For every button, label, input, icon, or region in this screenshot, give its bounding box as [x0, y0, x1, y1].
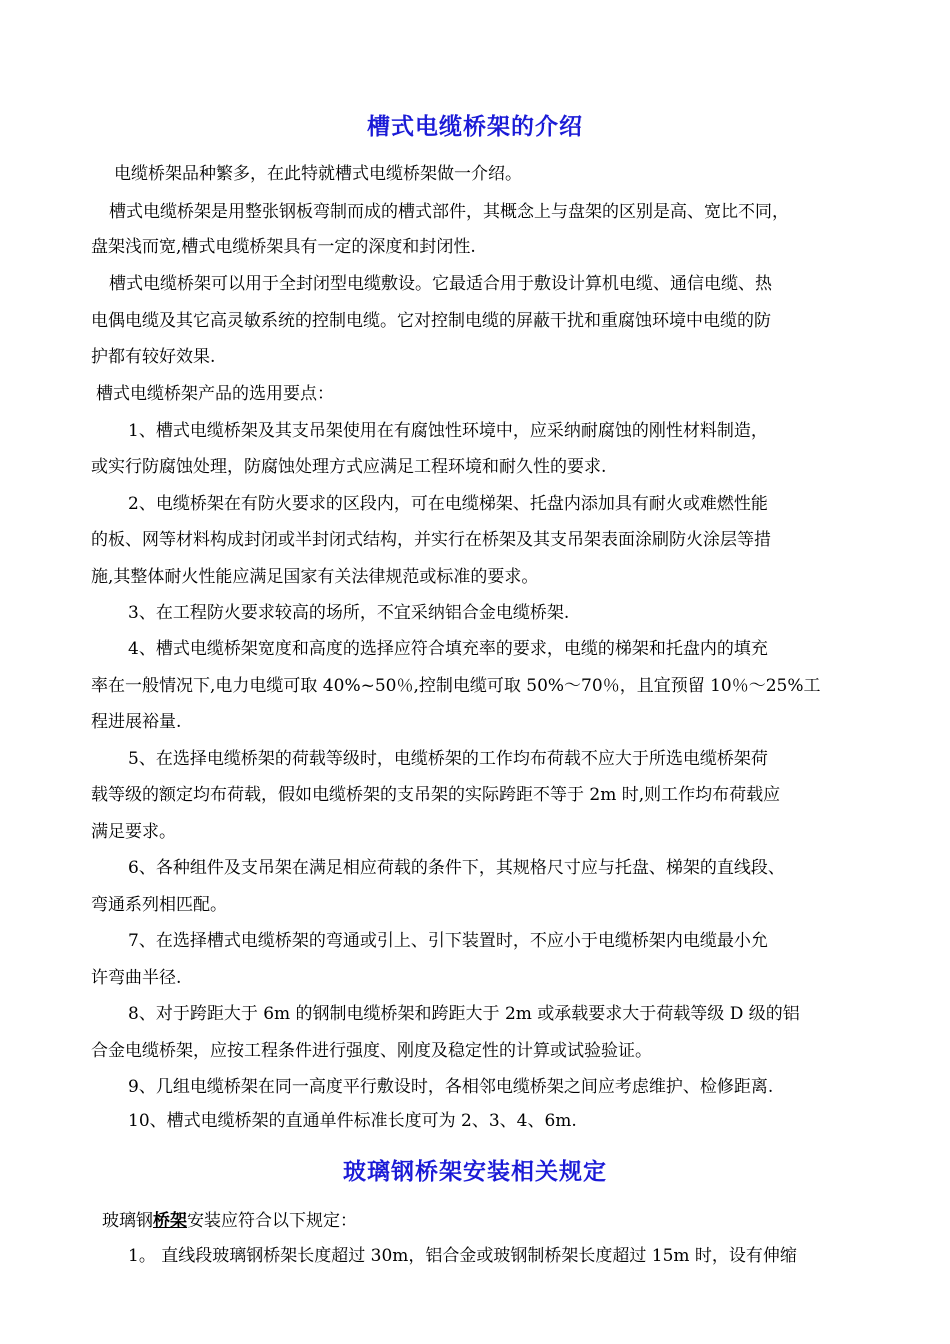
item-8-line-2: 合金电缆桥架，应按工程条件进行强度、刚度及稳定性的计算或试验验证。 — [91, 1041, 652, 1061]
paragraph-1-line-2: 盘架浅而宽,槽式电缆桥架具有一定的深度和封闭性. — [91, 237, 476, 257]
item-1-line-1: 1、槽式电缆桥架及其支吊架使用在有腐蚀性环境中，应采纳耐腐蚀的刚性材料制造， — [128, 421, 768, 441]
item-2-line-1: 2、电缆桥架在有防火要求的区段内，可在电缆梯架、托盘内添加具有耐火或难燃性能 — [128, 494, 768, 514]
item-10-line-1: 10、槽式电缆桥架的直通单件标准长度可为 2、3、4、6m. — [128, 1111, 577, 1131]
item-4-line-1: 4、槽式电缆桥架宽度和高度的选择应符合填充率的要求，电缆的梯架和托盘内的填充 — [128, 639, 768, 659]
item-5-line-2: 载等级的额定均布荷载，假如电缆桥架的支吊架的实际跨距不等于 2m 时,则工作均布荷载应 — [91, 785, 781, 805]
item-2-line-3: 施,其整体耐火性能应满足国家有关法律规范或标准的要求。 — [91, 567, 539, 587]
item-5-line-3: 满足要求。 — [91, 822, 176, 842]
intro-paragraph: 电缆桥架品种繁多，在此特就槽式电缆桥架做一介绍。 — [114, 164, 522, 184]
paragraph-2-line-2: 电偶电缆及其它高灵敏系统的控制电缆。它对控制电缆的屏蔽干扰和重腐蚀环境中电缆的防 — [91, 311, 771, 331]
item-7-line-1: 7、在选择槽式电缆桥架的弯通或引上、引下装置时，不应小于电缆桥架内电缆最小允 — [128, 931, 768, 951]
item-3-line-1: 3、在工程防火要求较高的场所，不宜采纳铝合金电缆桥架. — [128, 603, 570, 623]
item-4-line-3: 程进展裕量. — [91, 712, 182, 732]
item-8-line-1: 8、对于跨距大于 6m 的钢制电缆桥架和跨距大于 2m 或承载要求大于荷载等级 D 级的铝 — [128, 1004, 800, 1024]
item-7-line-2: 许弯曲半径. — [91, 968, 182, 988]
frp-intro-prefix: 玻璃钢 — [102, 1211, 153, 1231]
section-title-frp-tray: 玻璃钢桥架安装相关规定 — [343, 1158, 607, 1185]
frp-intro-keyword: 桥架 — [153, 1211, 187, 1231]
frp-intro — [102, 1209, 357, 1233]
paragraph-2-line-1: 槽式电缆桥架可以用于全封闭型电缆敷设。它最适合用于敷设计算机电缆、通信电缆、热 — [109, 274, 772, 294]
item-1-line-2: 或实行防腐蚀处理，防腐蚀处理方式应满足工程环境和耐久性的要求. — [91, 457, 607, 477]
selection-heading: 槽式电缆桥架产品的选用要点： — [96, 384, 334, 404]
item-2-line-2: 的板、网等材料构成封闭或半封闭式结构，并实行在桥架及其支吊架表面涂刷防火涂层等措 — [91, 530, 771, 550]
frp-intro-suffix: 安装应符合以下规定： — [187, 1211, 357, 1231]
paragraph-2-line-3: 护都有较好效果. — [91, 347, 216, 367]
item-6-line-2: 弯通系列相匹配。 — [91, 895, 227, 915]
item-6-line-1: 6、各种组件及支吊架在满足相应荷载的条件下，其规格尺寸应与托盘、梯架的直线段、 — [128, 858, 785, 878]
item-5-line-1: 5、在选择电缆桥架的荷载等级时，电缆桥架的工作均布荷载不应大于所选电缆桥架荷 — [128, 749, 768, 769]
frp-rule-1: 1。 直线段玻璃钢桥架长度超过 30m，铝合金或玻钢制桥架长度超过 15m 时，设有伸缩 — [128, 1246, 797, 1266]
section-title-trough-tray: 槽式电缆桥架的介绍 — [367, 113, 583, 140]
item-4-line-2: 率在一般情况下,电力电缆可取 40%~50％,控制电缆可取 50%～70％，且宜预留 10％～25%工 — [91, 676, 821, 696]
item-9-line-1: 9、几组电缆桥架在同一高度平行敷设时，各相邻电缆桥架之间应考虑维护、检修距离. — [128, 1077, 774, 1097]
paragraph-1-line-1: 槽式电缆桥架是用整张钢板弯制而成的槽式部件，其概念上与盘架的区别是高、宽比不同， — [109, 202, 789, 222]
